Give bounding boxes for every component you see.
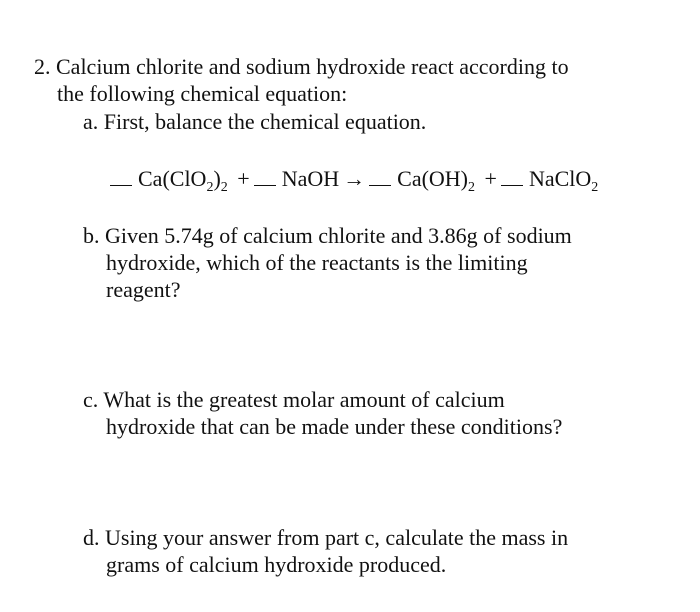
question-stem-line-1: 2. Calcium chlorite and sodium hydroxide react according to (34, 54, 569, 79)
coefficient-blank-3 (369, 167, 391, 186)
reactant-sodium-hydroxide: NaOH (281, 166, 340, 191)
part-a-prompt: a. First, balance the chemical equation. (83, 109, 427, 134)
product-calcium-hydroxide: $Ca(OH)_2$ (397, 166, 476, 195)
question-stem-line-2: the following chemical equation: (57, 81, 348, 106)
plus-sign-2: + (484, 166, 497, 191)
part-b-line-1: b. Given 5.74g of calcium chlorite and 3.86g of sodium (83, 223, 572, 248)
coefficient-blank-1 (110, 167, 132, 186)
chemical-equation (110, 165, 599, 195)
part-d-line-2: grams of calcium hydroxide produced. (106, 552, 447, 577)
plus-sign-1: + (237, 166, 250, 191)
reaction-arrow: → (343, 166, 366, 191)
product-sodium-chlorite: NaClO$_2$ (528, 166, 599, 195)
coefficient-blank-2 (254, 167, 276, 186)
part-d-line-1: d. Using your answer from part c, calculate the mass in (83, 525, 569, 550)
reactant-calcium-chlorite: $Ca(ClO_2)_2$ (138, 166, 228, 195)
part-b-line-2: hydroxide, which of the reactants is the limiting (106, 250, 528, 275)
part-b-line-3: reagent? (106, 277, 181, 302)
part-c-line-2: hydroxide that can be made under these conditions? (106, 414, 563, 439)
coefficient-blank-4 (501, 167, 523, 186)
part-c-line-1: c. What is the greatest molar amount of calcium (83, 387, 505, 412)
